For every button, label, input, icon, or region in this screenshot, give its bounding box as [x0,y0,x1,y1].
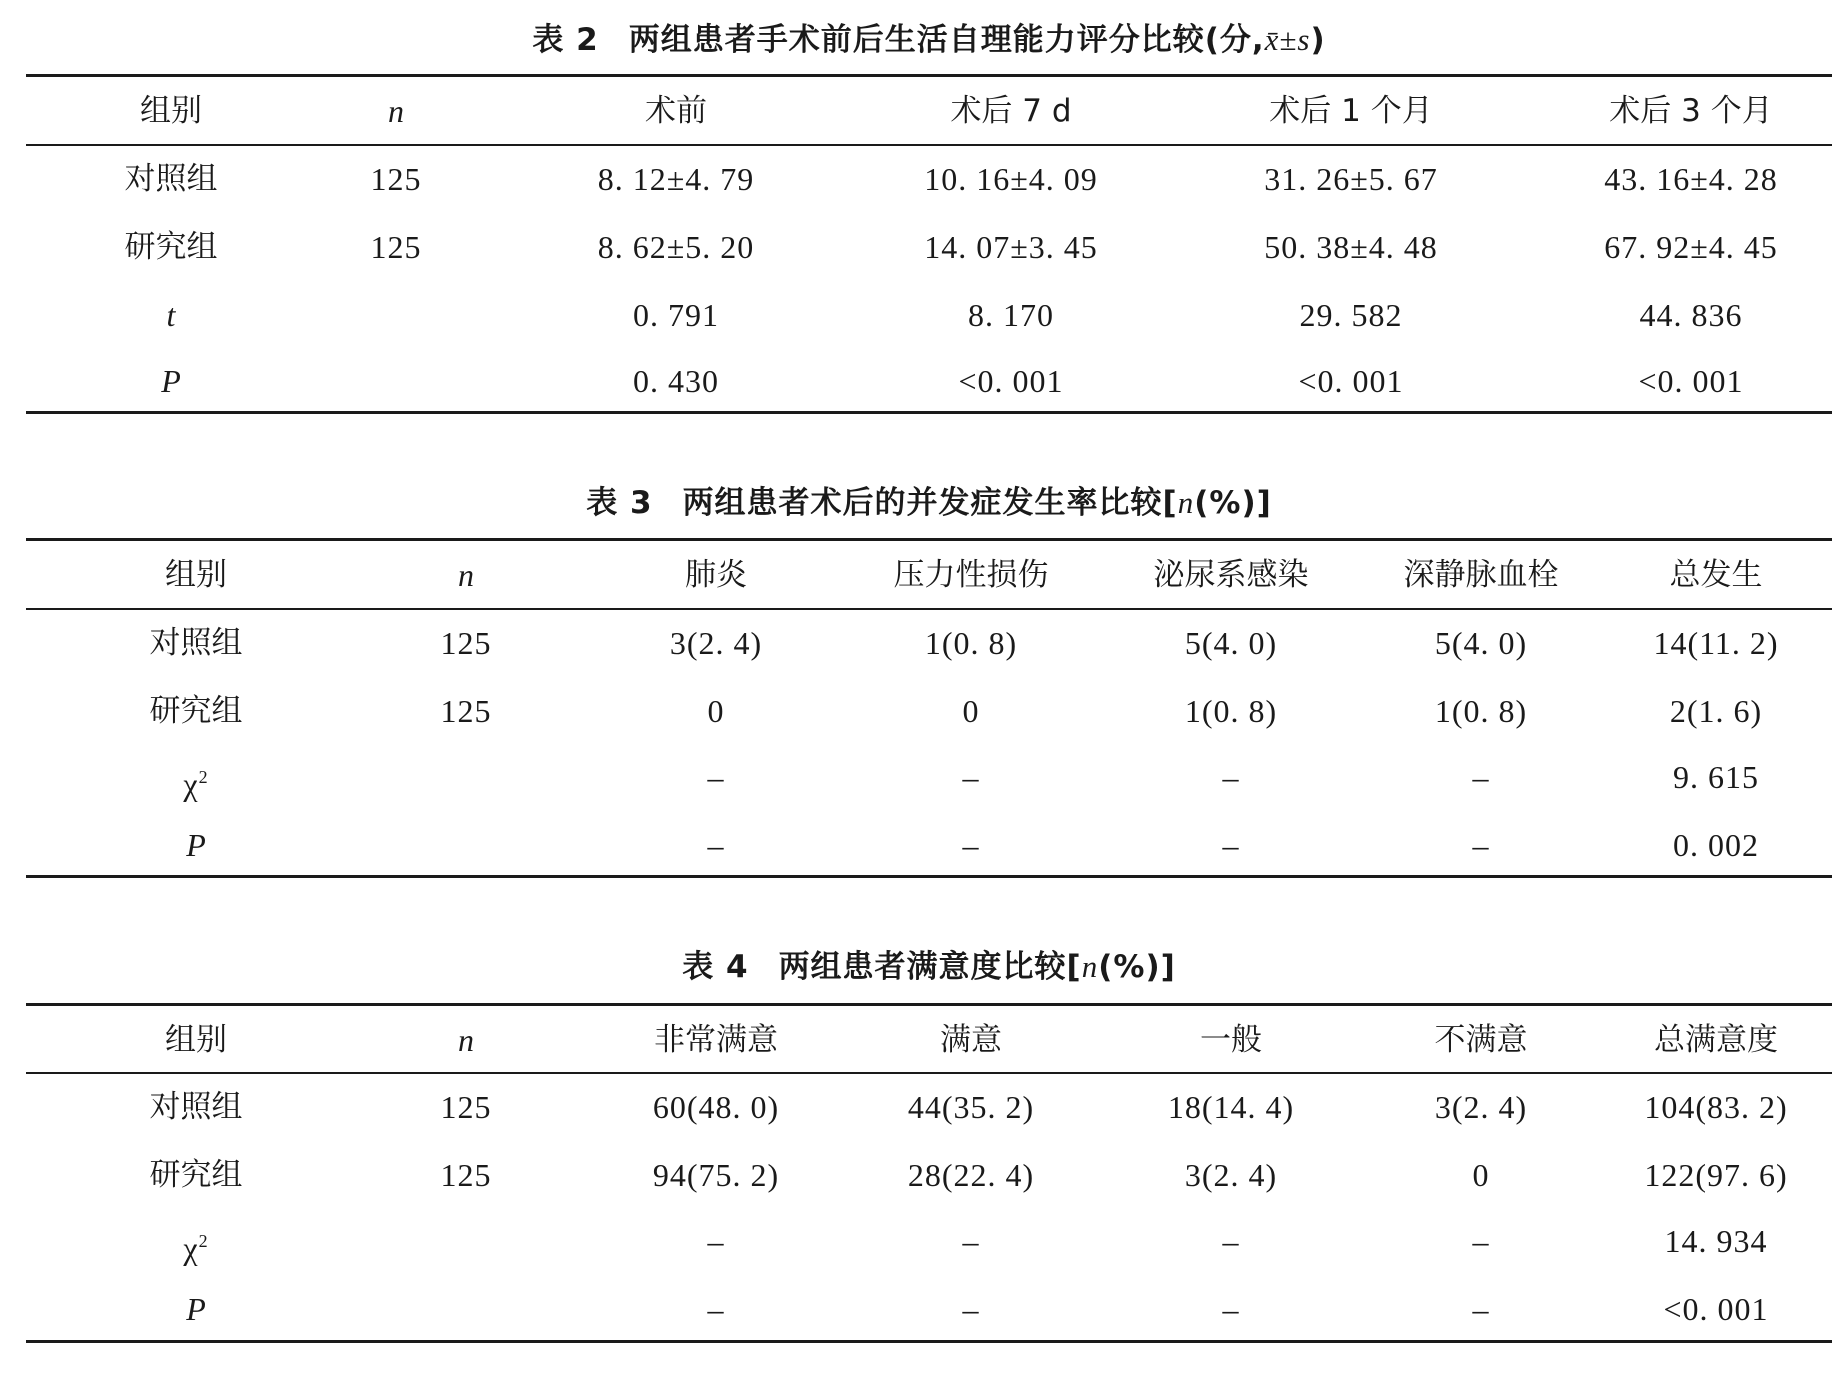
table-row [26,1207,1832,1275]
table-2-cell [326,347,466,415]
table-3-cell: 3(2. 4) [669,625,763,661]
table-4-cell: 3(2. 4) [1184,1157,1278,1193]
table-3-cell: – [1222,759,1240,795]
table-4-header-unsatisfied: 不满意 [1434,1022,1528,1058]
table-3-title: 两组患者术后的并发症发生率比较[ [682,485,1178,521]
table-3-cell chi-square-label: $\chi^2$ [183,766,209,802]
table-3-cell: – [1472,827,1490,863]
table-3-cell: 9. 615 [1673,759,1759,795]
table-2-cell: 10. 16±4. 09 [924,161,1098,197]
table-2-cell: 29. 582 [1299,297,1403,333]
table-row [26,1275,1832,1343]
table-2-cell: t [166,297,176,333]
table-3-header-dvt: 深静脉血栓 [1403,557,1559,593]
table-3-header-n: n [458,557,474,593]
table-3-cell: – [962,759,980,795]
table-3-header-pressure-injury: 压力性损伤 [893,557,1049,593]
table-3-cell: 0 [962,693,980,729]
table-3-cell: 5(4. 0) [1434,625,1528,661]
table-2-cell: <0. 001 [958,363,1064,399]
table-2-cell: 125 [370,229,422,265]
table-4-cell: 14. 934 [1664,1223,1768,1259]
table-2-header-group: 组别 [140,93,202,129]
table-3-number: 表 3 [586,485,653,521]
table-4-cell: 18(14. 4) [1167,1089,1295,1125]
table-3-cell: 0 [707,693,725,729]
table-4-header-n: n [458,1022,474,1058]
table-row [26,609,1832,677]
table-2-cell: 0. 430 [633,363,719,399]
table-2-header-1m: 术后 1 个月 [1269,93,1433,129]
table-4-cell: 研究组 [149,1157,243,1193]
table-2-header-n: n [388,93,404,129]
table-2-bottom-rule [26,411,1832,414]
table-2-cell: 研究组 [124,229,218,265]
table-2-cell: 50. 38±4. 48 [1264,229,1438,265]
table-3-cell: P [186,827,206,863]
table-2-cell: 125 [370,161,422,197]
table-2-cell: 14. 07±3. 45 [924,229,1098,265]
table-2-cell: 8. 62±5. 20 [597,229,755,265]
table-3-cell: 研究组 [149,693,243,729]
table-2-cell: 8. 12±4. 79 [597,161,755,197]
table-3-cell: – [1222,827,1240,863]
table-2-cell: P [161,363,181,399]
table-4-cell: 104(83. 2) [1644,1089,1788,1125]
table-2-title: 两组患者手术前后生活自理能力评分比较(分, [628,22,1265,58]
table-3-header-row [26,541,1832,609]
table-row [26,743,1832,811]
table-3-stat: n [1177,485,1195,520]
table-4-cell: 0 [1472,1157,1490,1193]
table-3-cell: 5(4. 0) [1184,625,1278,661]
table-row [26,145,1832,213]
table-3-cell: 125 [440,625,492,661]
table-4-caption [26,945,1832,989]
table-4-cell: 60(48. 0) [652,1089,780,1125]
table-3-cell: – [962,827,980,863]
table-4-cell: 125 [440,1089,492,1125]
table-3-cell: 1(0. 8) [1184,693,1278,729]
table-4-cell: – [962,1223,980,1259]
table-4-header-very-satisfied: 非常满意 [654,1022,778,1058]
table-2-header-3m: 术后 3 个月 [1609,93,1773,129]
table-2-caption [26,18,1832,62]
table-3-cell: 1(0. 8) [1434,693,1528,729]
table-2-cell: 43. 16±4. 28 [1604,161,1778,197]
table-4-cell: – [1222,1291,1240,1327]
table-4-cell: 44(35. 2) [907,1089,1035,1125]
table-3-cell: 0. 002 [1673,827,1759,863]
table-4-header-neutral: 一般 [1200,1022,1262,1058]
table-2-cell: 对照组 [124,161,218,197]
table-2-number: 表 2 [532,22,599,58]
table-row [26,213,1832,281]
table-2-stat: x̄±s [1264,22,1311,57]
table-4-cell: 3(2. 4) [1434,1089,1528,1125]
table-4-cell: – [962,1291,980,1327]
table-4-header-satisfied: 满意 [940,1022,1002,1058]
table-4-cell: 对照组 [149,1089,243,1125]
table-row [26,1073,1832,1141]
table-3-cell: 125 [440,693,492,729]
table-3-header-group: 组别 [165,557,227,593]
table-2-cell: <0. 001 [1298,363,1404,399]
table-3-caption-end: (%)] [1194,485,1272,521]
table-2-cell: 44. 836 [1639,297,1743,333]
table-4-cell: – [707,1291,725,1327]
table-3-cell: 对照组 [149,625,243,661]
table-4-cell: – [1222,1223,1240,1259]
table-3-cell: – [1472,759,1490,795]
table-2-cell [326,281,466,349]
table-4-cell chi-square-label: $\chi^2$ [183,1230,209,1266]
table-row [26,347,1832,415]
table-row [26,1141,1832,1209]
table-3-cell: – [707,759,725,795]
table-4-stat: n [1081,949,1099,984]
table-2-cell: 67. 92±4. 45 [1604,229,1778,265]
table-3-bottom-rule [26,875,1832,878]
table-3-cell: 1(0. 8) [924,625,1018,661]
table-2-cell: 8. 170 [968,297,1054,333]
table-3-cell: 14(11. 2) [1653,625,1779,661]
table-2-header-7d: 术后 7 d [950,93,1072,129]
table-4-caption-end: (%)] [1098,949,1176,985]
table-4-cell: – [1472,1223,1490,1259]
table-4-cell: – [707,1223,725,1259]
table-2-cell: 0. 791 [633,297,719,333]
table-4-cell [396,1207,536,1275]
table-2-cell: 31. 26±5. 67 [1264,161,1438,197]
table-4-bottom-rule [26,1340,1832,1343]
table-row [26,281,1832,349]
table-3-cell: 2(1. 6) [1669,693,1763,729]
table-4-title: 两组患者满意度比较[ [778,949,1082,985]
table-3-caption [26,481,1832,525]
table-4-cell: <0. 001 [1663,1291,1769,1327]
table-4-header-row [26,1006,1832,1074]
table-4-number: 表 4 [682,949,749,985]
table-2-cell: <0. 001 [1638,363,1744,399]
table-row [26,811,1832,879]
table-4-cell: 122(97. 6) [1644,1157,1788,1193]
table-3-cell [396,811,536,879]
table-row [26,677,1832,745]
table-4-cell [396,1275,536,1343]
table-3-header-total: 总发生 [1669,557,1763,593]
table-4-header-total: 总满意度 [1654,1022,1778,1058]
table-4-header-group: 组别 [165,1022,227,1058]
table-3-cell: – [707,827,725,863]
table-4-cell: – [1472,1291,1490,1327]
table-4-cell: 28(22. 4) [907,1157,1035,1193]
table-2-header-pre: 术前 [645,93,707,129]
table-4-cell: 125 [440,1157,492,1193]
table-3-cell [396,743,536,811]
table-4-cell: 94(75. 2) [652,1157,780,1193]
table-2-header-row [26,77,1832,145]
table-3-header-pneumonia: 肺炎 [685,557,747,593]
table-2-caption-end: ) [1310,22,1326,58]
table-4-cell: P [186,1291,206,1327]
table-3-header-uti: 泌尿系感染 [1153,557,1309,593]
